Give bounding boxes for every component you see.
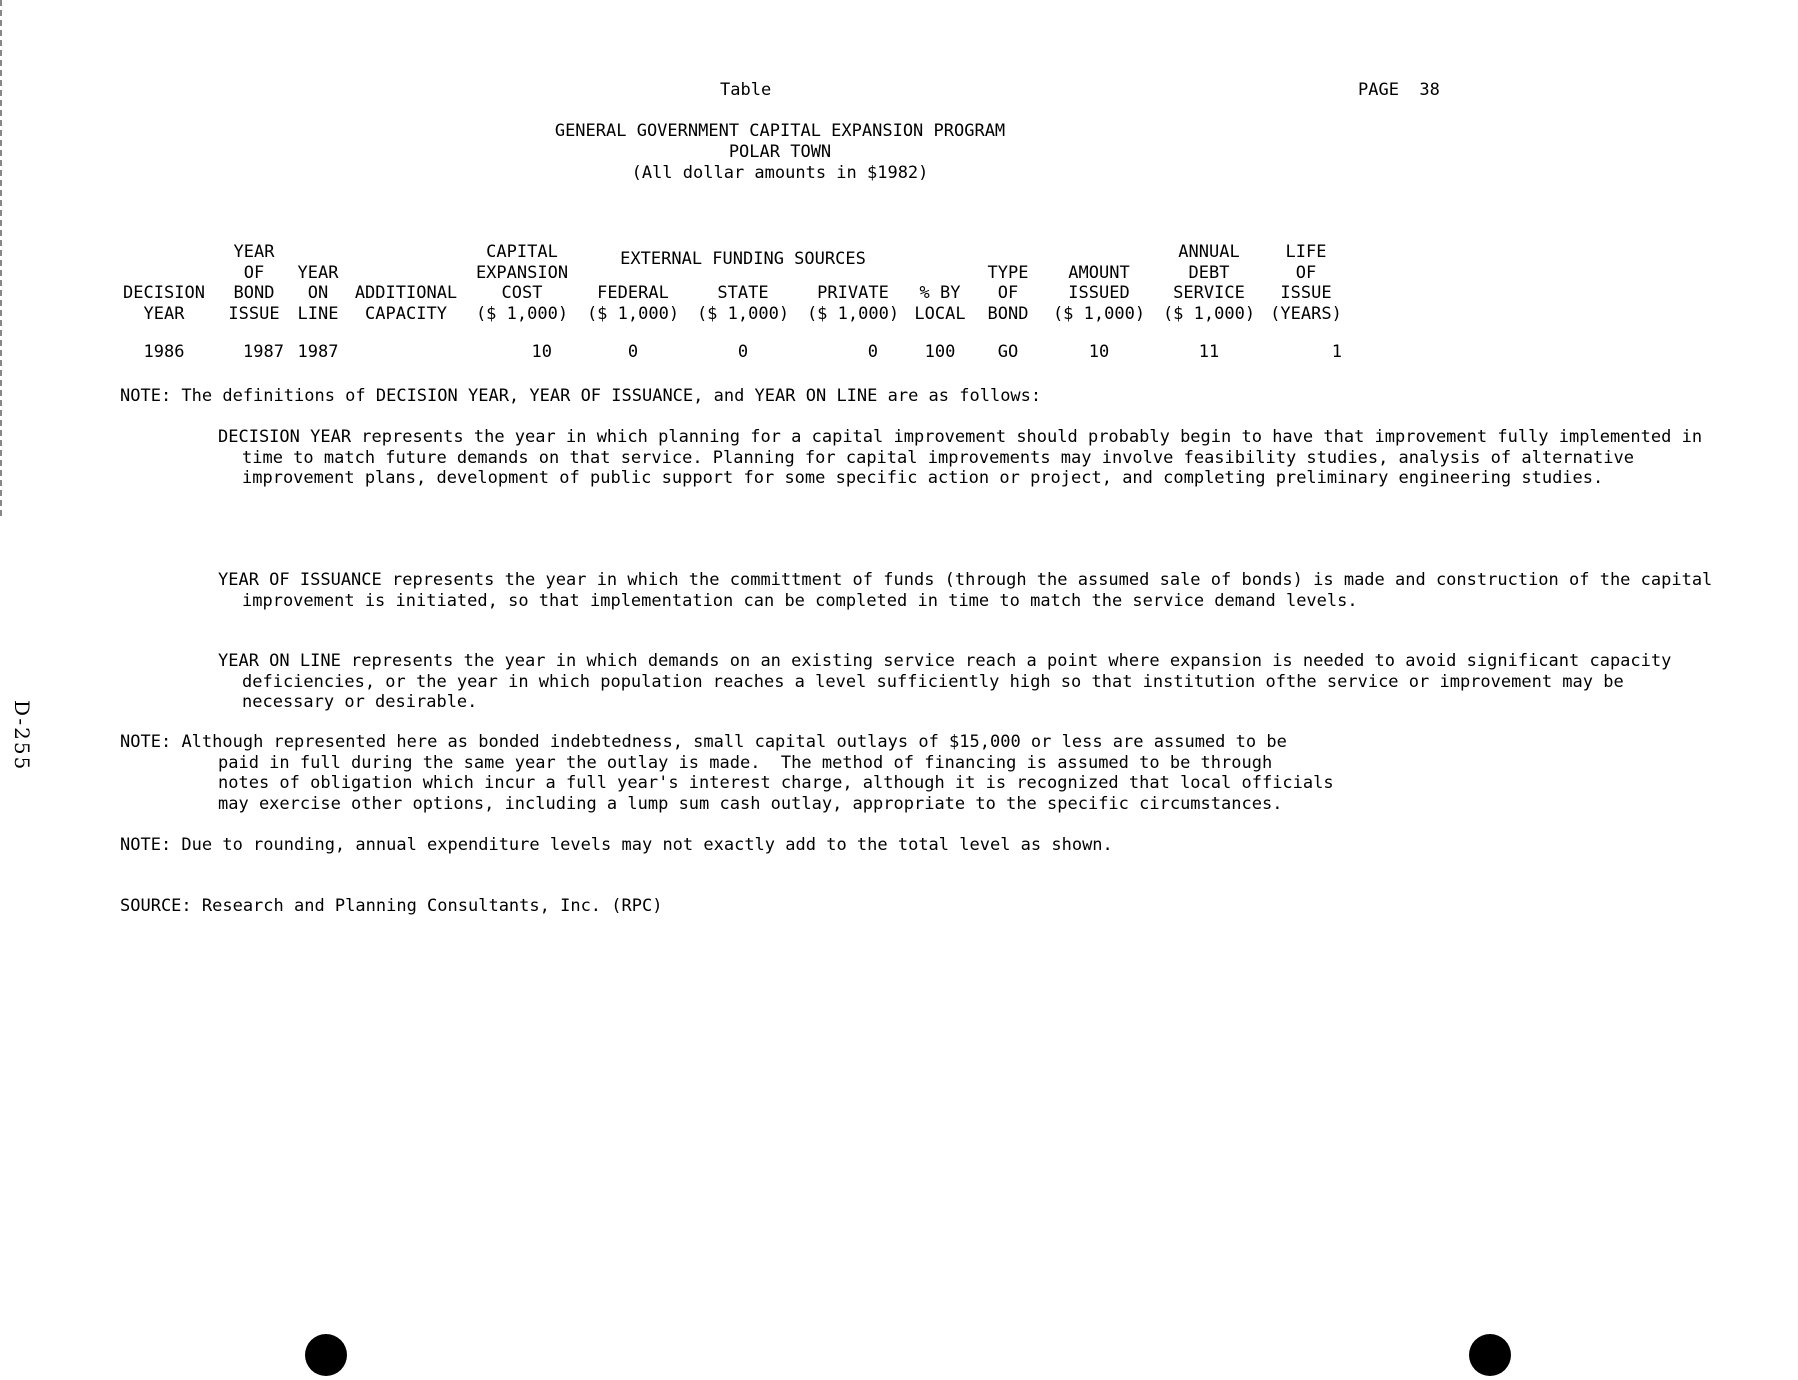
- note-rounding: NOTE: Due to rounding, annual expenditure levels may not exactly add to the total level as shown.: [120, 835, 1113, 855]
- note-bonded-line-2: paid in full during the same year the outlay is made. The method of financing is assumed to be through: [218, 752, 1273, 773]
- definition-year-on-line: YEAR ON LINE represents the year in which demands on an existing service reach a point where expansion is needed to avoid significant capacity deficiencies, or the year in which population reaches a level sufficiently high so that institution ofthe service or improvement may be necessary or desirable.: [218, 651, 1672, 712]
- col-private: PRIVATE ($ 1,000): [806, 283, 900, 324]
- page-edge-marks: [0, 0, 2, 520]
- col-year-on-line: YEAR ON LINE: [297, 262, 339, 324]
- col-type-of-bond: TYPE OF BOND: [987, 262, 1029, 324]
- col-federal: FEDERAL ($ 1,000): [586, 283, 680, 324]
- col-capital-expansion-cost: CAPITAL EXPANSION COST ($ 1,000): [475, 242, 569, 324]
- title-line-3: (All dollar amounts in $1982): [631, 163, 929, 183]
- col-year-of-bond-issue: YEAR OF BOND ISSUE: [228, 242, 280, 324]
- table-label: Table: [720, 80, 772, 100]
- col-life-of-issue: LIFE OF ISSUE (YEARS): [1270, 242, 1342, 324]
- definition-year-of-issuance: YEAR OF ISSUANCE represents the year in which the committment of funds (through the assumed sale of bonds) is made and construction of the capital improvement is initiated, so that implementation can be completed in time to match the service demand levels.: [218, 570, 1713, 611]
- note-bonded-line-3: notes of obligation which incur a full year's interest charge, although it is recognized that local officials: [218, 773, 1334, 793]
- col-additional-capacity: ADDITIONAL CAPACITY: [354, 283, 458, 324]
- col-annual-debt-service: ANNUAL DEBT SERVICE ($ 1,000): [1162, 242, 1256, 324]
- cell-capital-expansion-cost: 10: [531, 342, 552, 362]
- cell-type-of-bond: GO: [997, 342, 1019, 362]
- note-bonded-line-4: may exercise other options, including a lump sum cash outlay, appropriate to the specific circumstances.: [218, 793, 1283, 814]
- capital-expansion-table: [110, 242, 1348, 362]
- cell-amount-issued: 10: [1088, 342, 1110, 362]
- cell-annual-debt-service: 11: [1198, 342, 1220, 362]
- page-number: PAGE 38: [1358, 80, 1440, 100]
- col-group-external-funding: EXTERNAL FUNDING SOURCES: [620, 248, 866, 269]
- title-line-1: GENERAL GOVERNMENT CAPITAL EXPANSION PROGRAM: [554, 121, 1006, 141]
- col-decision-year: DECISION YEAR: [123, 283, 205, 324]
- cell-private: 0: [867, 342, 878, 362]
- cell-state: 0: [737, 342, 749, 362]
- note-bonded-indebtedness: [120, 732, 1700, 814]
- cell-pct-by-local: 100: [924, 342, 956, 362]
- col-state: STATE ($ 1,000): [696, 283, 790, 324]
- cell-decision-year: 1986: [143, 342, 185, 362]
- cell-year-of-bond-issue: 1987: [243, 342, 284, 362]
- source-citation: SOURCE: Research and Planning Consultants, Inc. (RPC): [120, 896, 663, 916]
- note-definitions-intro: NOTE: The definitions of DECISION YEAR, YEAR OF ISSUANCE, and YEAR ON LINE are as follows:: [120, 386, 1042, 406]
- col-amount-issued: AMOUNT ISSUED ($ 1,000): [1052, 262, 1146, 324]
- table-row: [110, 324, 1348, 362]
- binder-hole-left: [305, 1334, 347, 1376]
- title-block: [480, 121, 1080, 184]
- cell-year-on-line: 1987: [297, 342, 339, 362]
- definition-decision-year: DECISION YEAR represents the year in which planning for a capital improvement should probably begin to have that improvement fully implemented in time to match future demands on that service. Planning for capital improvements may involve feasibility studies, analysis of alternative improvement plans, development of public support for some specific action or project, and completing preliminary engineering studies.: [218, 427, 1703, 488]
- col-pct-by-local: % BY LOCAL: [914, 283, 966, 324]
- note-label: NOTE:: [120, 732, 172, 752]
- page-side-label: D-255: [10, 700, 34, 772]
- cell-life-of-issue: 1: [1331, 342, 1342, 362]
- cell-additional-capacity: [346, 324, 466, 362]
- binder-hole-right: [1469, 1334, 1511, 1376]
- cell-federal: 0: [627, 342, 639, 362]
- title-line-2: POLAR TOWN: [728, 142, 832, 162]
- note-bonded-line-1: Although represented here as bonded indebtedness, small capital outlays of $15,000 or less are assumed to be: [181, 732, 1287, 752]
